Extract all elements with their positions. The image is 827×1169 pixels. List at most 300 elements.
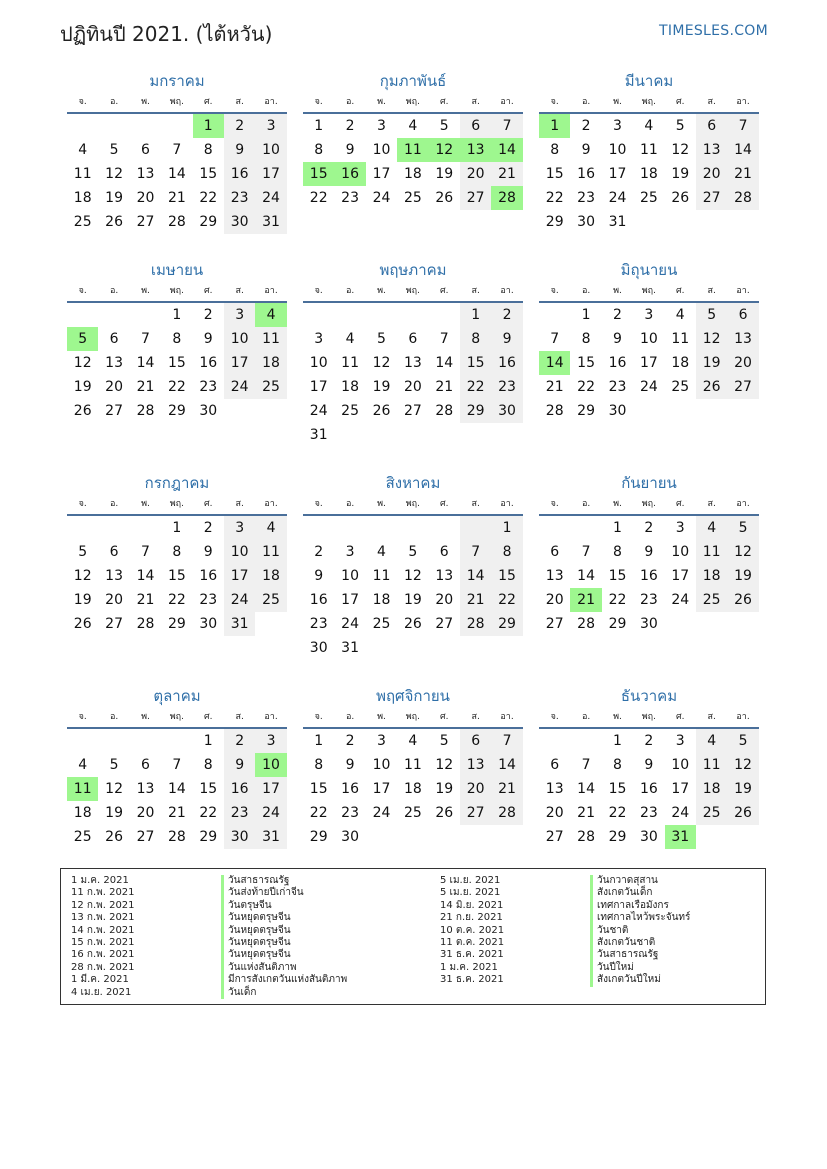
day-cell[interactable]: 7 <box>581 757 591 773</box>
day-cell[interactable]: 22 <box>199 190 218 206</box>
day-cell[interactable]: 5 <box>408 544 418 560</box>
day-cell[interactable]: 14 <box>435 355 454 371</box>
day-cell[interactable]: 12 <box>105 166 123 182</box>
day-cell[interactable]: 26 <box>435 190 454 206</box>
day-cell[interactable]: 30 <box>224 210 255 234</box>
day-cell[interactable]: 18 <box>696 564 727 588</box>
day-cell[interactable]: 28 <box>460 612 491 636</box>
day-cell[interactable]: 9 <box>345 142 355 158</box>
day-cell[interactable]: 28 <box>545 403 564 419</box>
day-cell[interactable]: 2 <box>644 520 654 536</box>
day-cell[interactable]: 11 <box>341 355 359 371</box>
day-cell[interactable]: 4 <box>255 516 286 540</box>
day-cell[interactable]: 29 <box>545 214 564 230</box>
day-cell[interactable]: 26 <box>73 403 92 419</box>
day-cell[interactable]: 16 <box>608 355 627 371</box>
day-cell[interactable]: 15 <box>167 355 186 371</box>
day-cell[interactable]: 22 <box>545 190 564 206</box>
day-cell[interactable]: 3 <box>345 544 355 560</box>
day-cell[interactable]: 6 <box>109 331 119 347</box>
day-cell[interactable]: 28 <box>727 186 758 210</box>
day-cell[interactable]: 25 <box>696 801 727 825</box>
day-cell[interactable]: 24 <box>255 801 286 825</box>
day-cell[interactable]: 10 <box>372 757 391 773</box>
day-cell[interactable]: 21 <box>460 588 491 612</box>
day-cell[interactable]: 25 <box>403 805 422 821</box>
day-cell[interactable]: 2 <box>314 544 324 560</box>
day-cell[interactable]: 2 <box>345 118 355 134</box>
day-cell[interactable]: 8 <box>203 142 213 158</box>
day-cell[interactable]: 20 <box>545 805 564 821</box>
day-cell[interactable]: 22 <box>491 588 522 612</box>
day-cell[interactable]: 13 <box>105 568 123 584</box>
day-cell[interactable]: 19 <box>696 351 727 375</box>
day-cell[interactable]: 16 <box>224 777 255 801</box>
day-cell[interactable]: 28 <box>577 616 595 632</box>
day-cell[interactable]: 31 <box>255 210 286 234</box>
day-cell[interactable]: 31 <box>224 612 255 636</box>
day-cell[interactable]: 26 <box>435 805 454 821</box>
day-cell[interactable]: 11 <box>372 568 391 584</box>
day-cell[interactable]: 16 <box>577 166 595 182</box>
day-cell[interactable]: 14 <box>491 138 522 162</box>
day-cell[interactable]: 11 <box>696 540 727 564</box>
day-cell[interactable]: 29 <box>608 829 627 845</box>
day-cell[interactable]: 24 <box>671 592 690 608</box>
day-cell[interactable]: 20 <box>696 162 727 186</box>
day-cell[interactable]: 6 <box>550 757 560 773</box>
day-cell[interactable]: 10 <box>671 757 690 773</box>
day-cell[interactable]: 18 <box>403 781 422 797</box>
day-cell[interactable]: 4 <box>696 729 727 753</box>
brand-link[interactable]: TIMESLES.COM <box>659 23 768 39</box>
day-cell[interactable]: 7 <box>491 114 522 138</box>
day-cell[interactable]: 25 <box>255 588 286 612</box>
day-cell[interactable]: 2 <box>345 733 355 749</box>
day-cell[interactable]: 10 <box>255 753 286 777</box>
day-cell[interactable]: 8 <box>314 757 324 773</box>
day-cell[interactable]: 18 <box>696 777 727 801</box>
day-cell[interactable]: 27 <box>545 829 564 845</box>
day-cell[interactable]: 24 <box>309 403 328 419</box>
day-cell[interactable]: 9 <box>203 544 213 560</box>
day-cell[interactable]: 12 <box>727 540 758 564</box>
day-cell[interactable]: 19 <box>435 781 454 797</box>
day-cell[interactable]: 11 <box>639 142 658 158</box>
day-cell[interactable]: 6 <box>439 544 449 560</box>
day-cell[interactable]: 24 <box>671 805 690 821</box>
day-cell[interactable]: 13 <box>696 138 727 162</box>
day-cell[interactable]: 13 <box>460 753 491 777</box>
day-cell[interactable]: 26 <box>105 829 123 845</box>
day-cell[interactable]: 13 <box>545 781 564 797</box>
day-cell[interactable]: 5 <box>675 118 685 134</box>
day-cell[interactable]: 28 <box>491 801 522 825</box>
day-cell[interactable]: 4 <box>255 303 286 327</box>
day-cell[interactable]: 11 <box>397 138 428 162</box>
day-cell[interactable]: 6 <box>408 331 418 347</box>
day-cell[interactable]: 22 <box>167 379 186 395</box>
day-cell[interactable]: 22 <box>577 379 595 395</box>
day-cell[interactable]: 9 <box>314 568 324 584</box>
day-cell[interactable]: 14 <box>167 166 186 182</box>
day-cell[interactable]: 19 <box>105 190 123 206</box>
day-cell[interactable]: 4 <box>377 544 386 560</box>
day-cell[interactable]: 6 <box>460 114 491 138</box>
day-cell[interactable]: 18 <box>639 166 658 182</box>
day-cell[interactable]: 15 <box>491 564 522 588</box>
day-cell[interactable]: 7 <box>727 114 758 138</box>
day-cell[interactable]: 14 <box>167 781 186 797</box>
day-cell[interactable]: 14 <box>727 138 758 162</box>
day-cell[interactable]: 18 <box>372 592 391 608</box>
day-cell[interactable]: 21 <box>491 777 522 801</box>
day-cell[interactable]: 14 <box>460 564 491 588</box>
day-cell[interactable]: 4 <box>78 757 88 773</box>
day-cell[interactable]: 23 <box>199 379 218 395</box>
day-cell[interactable]: 8 <box>550 142 560 158</box>
day-cell[interactable]: 20 <box>545 592 564 608</box>
day-cell[interactable]: 20 <box>136 190 155 206</box>
day-cell[interactable]: 10 <box>608 142 627 158</box>
day-cell[interactable]: 20 <box>105 379 123 395</box>
day-cell[interactable]: 11 <box>403 757 422 773</box>
day-cell[interactable]: 1 <box>613 733 622 749</box>
day-cell[interactable]: 9 <box>224 753 255 777</box>
day-cell[interactable]: 3 <box>644 307 654 323</box>
day-cell[interactable]: 20 <box>460 777 491 801</box>
day-cell[interactable]: 20 <box>460 162 491 186</box>
day-cell[interactable]: 22 <box>309 805 328 821</box>
day-cell[interactable]: 14 <box>577 781 595 797</box>
day-cell[interactable]: 24 <box>639 379 658 395</box>
day-cell[interactable]: 1 <box>581 307 591 323</box>
day-cell[interactable]: 21 <box>136 379 155 395</box>
day-cell[interactable]: 15 <box>460 351 491 375</box>
day-cell[interactable]: 17 <box>608 166 627 182</box>
day-cell[interactable]: 31 <box>608 214 627 230</box>
day-cell[interactable]: 3 <box>255 114 286 138</box>
day-cell[interactable]: 23 <box>224 801 255 825</box>
day-cell[interactable]: 5 <box>109 142 119 158</box>
day-cell[interactable]: 21 <box>577 805 595 821</box>
day-cell[interactable]: 15 <box>608 568 627 584</box>
day-cell[interactable]: 27 <box>460 801 491 825</box>
day-cell[interactable]: 2 <box>224 114 255 138</box>
day-cell[interactable]: 1 <box>491 516 522 540</box>
day-cell[interactable]: 2 <box>491 303 522 327</box>
day-cell[interactable]: 13 <box>460 138 491 162</box>
day-cell[interactable]: 3 <box>377 733 386 749</box>
day-cell[interactable]: 8 <box>203 757 213 773</box>
day-cell[interactable]: 26 <box>372 403 391 419</box>
day-cell[interactable]: 14 <box>539 351 570 375</box>
day-cell[interactable]: 6 <box>109 544 119 560</box>
day-cell[interactable]: 7 <box>550 331 560 347</box>
day-cell[interactable]: 17 <box>639 355 658 371</box>
day-cell[interactable]: 16 <box>199 568 218 584</box>
day-cell[interactable]: 6 <box>727 303 758 327</box>
day-cell[interactable]: 13 <box>105 355 123 371</box>
day-cell[interactable]: 18 <box>255 564 286 588</box>
day-cell[interactable]: 12 <box>727 753 758 777</box>
day-cell[interactable]: 30 <box>491 399 522 423</box>
day-cell[interactable]: 17 <box>671 781 690 797</box>
day-cell[interactable]: 2 <box>203 307 213 323</box>
day-cell[interactable]: 25 <box>696 588 727 612</box>
day-cell[interactable]: 19 <box>73 379 92 395</box>
day-cell[interactable]: 26 <box>727 801 758 825</box>
day-cell[interactable]: 18 <box>341 379 359 395</box>
day-cell[interactable]: 12 <box>429 138 460 162</box>
day-cell[interactable]: 24 <box>372 190 391 206</box>
day-cell[interactable]: 19 <box>671 166 690 182</box>
day-cell[interactable]: 7 <box>172 142 182 158</box>
day-cell[interactable]: 8 <box>460 327 491 351</box>
day-cell[interactable]: 23 <box>577 190 595 206</box>
day-cell[interactable]: 14 <box>491 753 522 777</box>
day-cell[interactable]: 8 <box>581 331 591 347</box>
day-cell[interactable]: 29 <box>199 829 218 845</box>
day-cell[interactable]: 23 <box>309 616 328 632</box>
day-cell[interactable]: 2 <box>203 520 213 536</box>
day-cell[interactable]: 24 <box>608 190 627 206</box>
day-cell[interactable]: 7 <box>439 331 449 347</box>
day-cell[interactable]: 17 <box>341 592 359 608</box>
day-cell[interactable]: 23 <box>341 190 359 206</box>
day-cell[interactable]: 21 <box>167 805 186 821</box>
day-cell[interactable]: 9 <box>203 331 213 347</box>
day-cell[interactable]: 22 <box>460 375 491 399</box>
day-cell[interactable]: 28 <box>167 829 186 845</box>
day-cell[interactable]: 7 <box>460 540 491 564</box>
day-cell[interactable]: 9 <box>644 757 654 773</box>
day-cell[interactable]: 13 <box>136 166 155 182</box>
day-cell[interactable]: 10 <box>309 355 328 371</box>
day-cell[interactable]: 3 <box>224 303 255 327</box>
day-cell[interactable]: 7 <box>141 331 150 347</box>
day-cell[interactable]: 5 <box>439 118 449 134</box>
day-cell[interactable]: 23 <box>491 375 522 399</box>
day-cell[interactable]: 23 <box>639 805 658 821</box>
day-cell[interactable]: 8 <box>613 544 622 560</box>
day-cell[interactable]: 26 <box>73 616 92 632</box>
day-cell[interactable]: 1 <box>613 520 622 536</box>
day-cell[interactable]: 28 <box>435 403 454 419</box>
day-cell[interactable]: 27 <box>435 616 454 632</box>
day-cell[interactable]: 30 <box>639 616 658 632</box>
day-cell[interactable]: 13 <box>136 781 155 797</box>
day-cell[interactable]: 17 <box>224 351 255 375</box>
day-cell[interactable]: 20 <box>403 379 422 395</box>
day-cell[interactable]: 15 <box>303 162 334 186</box>
day-cell[interactable]: 12 <box>73 568 92 584</box>
day-cell[interactable]: 5 <box>78 544 88 560</box>
day-cell[interactable]: 23 <box>199 592 218 608</box>
day-cell[interactable]: 21 <box>136 592 155 608</box>
day-cell[interactable]: 29 <box>199 214 218 230</box>
day-cell[interactable]: 9 <box>224 138 255 162</box>
day-cell[interactable]: 21 <box>491 162 522 186</box>
day-cell[interactable]: 13 <box>727 327 758 351</box>
day-cell[interactable]: 4 <box>78 142 88 158</box>
day-cell[interactable]: 3 <box>255 729 286 753</box>
day-cell[interactable]: 15 <box>167 568 186 584</box>
day-cell[interactable]: 18 <box>255 351 286 375</box>
day-cell[interactable]: 7 <box>581 544 591 560</box>
day-cell[interactable]: 8 <box>314 142 324 158</box>
day-cell[interactable]: 2 <box>224 729 255 753</box>
day-cell[interactable]: 27 <box>136 829 155 845</box>
day-cell[interactable]: 6 <box>696 114 727 138</box>
day-cell[interactable]: 25 <box>73 214 92 230</box>
day-cell[interactable]: 3 <box>675 733 685 749</box>
day-cell[interactable]: 18 <box>671 355 690 371</box>
day-cell[interactable]: 17 <box>255 777 286 801</box>
day-cell[interactable]: 22 <box>167 592 186 608</box>
day-cell[interactable]: 30 <box>224 825 255 849</box>
day-cell[interactable]: 15 <box>577 355 595 371</box>
day-cell[interactable]: 18 <box>73 805 92 821</box>
day-cell[interactable]: 25 <box>639 190 658 206</box>
day-cell[interactable]: 12 <box>73 355 92 371</box>
day-cell[interactable]: 27 <box>545 616 564 632</box>
day-cell[interactable]: 26 <box>671 190 690 206</box>
day-cell[interactable]: 8 <box>613 757 622 773</box>
day-cell[interactable]: 29 <box>491 612 522 636</box>
day-cell[interactable]: 15 <box>199 166 218 182</box>
day-cell[interactable]: 16 <box>309 592 328 608</box>
day-cell[interactable]: 5 <box>67 327 98 351</box>
day-cell[interactable]: 30 <box>577 214 595 230</box>
day-cell[interactable]: 31 <box>341 640 359 656</box>
day-cell[interactable]: 29 <box>167 616 186 632</box>
day-cell[interactable]: 27 <box>105 403 123 419</box>
day-cell[interactable]: 20 <box>136 805 155 821</box>
day-cell[interactable]: 5 <box>727 516 758 540</box>
day-cell[interactable]: 13 <box>403 355 422 371</box>
day-cell[interactable]: 11 <box>67 777 98 801</box>
day-cell[interactable]: 6 <box>141 757 150 773</box>
day-cell[interactable]: 29 <box>608 616 627 632</box>
day-cell[interactable]: 2 <box>581 118 591 134</box>
day-cell[interactable]: 30 <box>199 616 218 632</box>
day-cell[interactable]: 31 <box>665 825 696 849</box>
day-cell[interactable]: 26 <box>403 616 422 632</box>
day-cell[interactable]: 12 <box>696 327 727 351</box>
day-cell[interactable]: 20 <box>105 592 123 608</box>
day-cell[interactable]: 10 <box>671 544 690 560</box>
day-cell[interactable]: 17 <box>255 162 286 186</box>
day-cell[interactable]: 14 <box>136 568 155 584</box>
day-cell[interactable]: 15 <box>608 781 627 797</box>
day-cell[interactable]: 3 <box>224 516 255 540</box>
day-cell[interactable]: 4 <box>345 331 355 347</box>
day-cell[interactable]: 6 <box>141 142 150 158</box>
day-cell[interactable]: 29 <box>460 399 491 423</box>
day-cell[interactable]: 17 <box>224 564 255 588</box>
day-cell[interactable]: 19 <box>105 805 123 821</box>
day-cell[interactable]: 26 <box>105 214 123 230</box>
day-cell[interactable]: 16 <box>199 355 218 371</box>
day-cell[interactable]: 5 <box>696 303 727 327</box>
day-cell[interactable]: 9 <box>491 327 522 351</box>
day-cell[interactable]: 7 <box>491 729 522 753</box>
day-cell[interactable]: 16 <box>491 351 522 375</box>
day-cell[interactable]: 15 <box>199 781 218 797</box>
day-cell[interactable]: 12 <box>403 568 422 584</box>
day-cell[interactable]: 24 <box>255 186 286 210</box>
day-cell[interactable]: 19 <box>435 166 454 182</box>
day-cell[interactable]: 20 <box>435 592 454 608</box>
day-cell[interactable]: 30 <box>199 403 218 419</box>
day-cell[interactable]: 4 <box>675 307 685 323</box>
day-cell[interactable]: 1 <box>172 520 182 536</box>
day-cell[interactable]: 28 <box>167 214 186 230</box>
day-cell[interactable]: 16 <box>341 781 359 797</box>
day-cell[interactable]: 1 <box>314 733 324 749</box>
day-cell[interactable]: 18 <box>403 166 422 182</box>
day-cell[interactable]: 19 <box>403 592 422 608</box>
day-cell[interactable]: 22 <box>608 805 627 821</box>
day-cell[interactable]: 28 <box>577 829 595 845</box>
day-cell[interactable]: 10 <box>341 568 359 584</box>
day-cell[interactable]: 15 <box>309 781 328 797</box>
day-cell[interactable]: 22 <box>309 190 328 206</box>
day-cell[interactable]: 27 <box>696 186 727 210</box>
day-cell[interactable]: 4 <box>696 516 727 540</box>
day-cell[interactable]: 30 <box>309 640 328 656</box>
day-cell[interactable]: 23 <box>608 379 627 395</box>
day-cell[interactable]: 28 <box>136 616 155 632</box>
day-cell[interactable]: 10 <box>224 540 255 564</box>
day-cell[interactable]: 30 <box>608 403 627 419</box>
day-cell[interactable]: 10 <box>372 142 391 158</box>
day-cell[interactable]: 26 <box>696 375 727 399</box>
day-cell[interactable]: 21 <box>435 379 454 395</box>
day-cell[interactable]: 5 <box>727 729 758 753</box>
day-cell[interactable]: 14 <box>136 355 155 371</box>
day-cell[interactable]: 26 <box>727 588 758 612</box>
day-cell[interactable]: 21 <box>545 379 564 395</box>
day-cell[interactable]: 9 <box>581 142 591 158</box>
day-cell[interactable]: 21 <box>570 588 601 612</box>
day-cell[interactable]: 9 <box>345 757 355 773</box>
day-cell[interactable]: 20 <box>727 351 758 375</box>
day-cell[interactable]: 1 <box>460 303 491 327</box>
day-cell[interactable]: 12 <box>671 142 690 158</box>
day-cell[interactable]: 25 <box>341 403 359 419</box>
day-cell[interactable]: 11 <box>696 753 727 777</box>
day-cell[interactable]: 22 <box>608 592 627 608</box>
day-cell[interactable]: 4 <box>644 118 654 134</box>
day-cell[interactable]: 10 <box>255 138 286 162</box>
day-cell[interactable]: 3 <box>377 118 386 134</box>
day-cell[interactable]: 8 <box>491 540 522 564</box>
day-cell[interactable]: 11 <box>255 327 286 351</box>
day-cell[interactable]: 24 <box>372 805 391 821</box>
day-cell[interactable]: 7 <box>141 544 150 560</box>
day-cell[interactable]: 17 <box>372 781 391 797</box>
day-cell[interactable]: 16 <box>639 568 658 584</box>
day-cell[interactable]: 1 <box>193 114 224 138</box>
day-cell[interactable]: 19 <box>372 379 391 395</box>
day-cell[interactable]: 11 <box>73 166 92 182</box>
day-cell[interactable]: 15 <box>545 166 564 182</box>
day-cell[interactable]: 30 <box>639 829 658 845</box>
day-cell[interactable]: 3 <box>613 118 622 134</box>
day-cell[interactable]: 6 <box>460 729 491 753</box>
